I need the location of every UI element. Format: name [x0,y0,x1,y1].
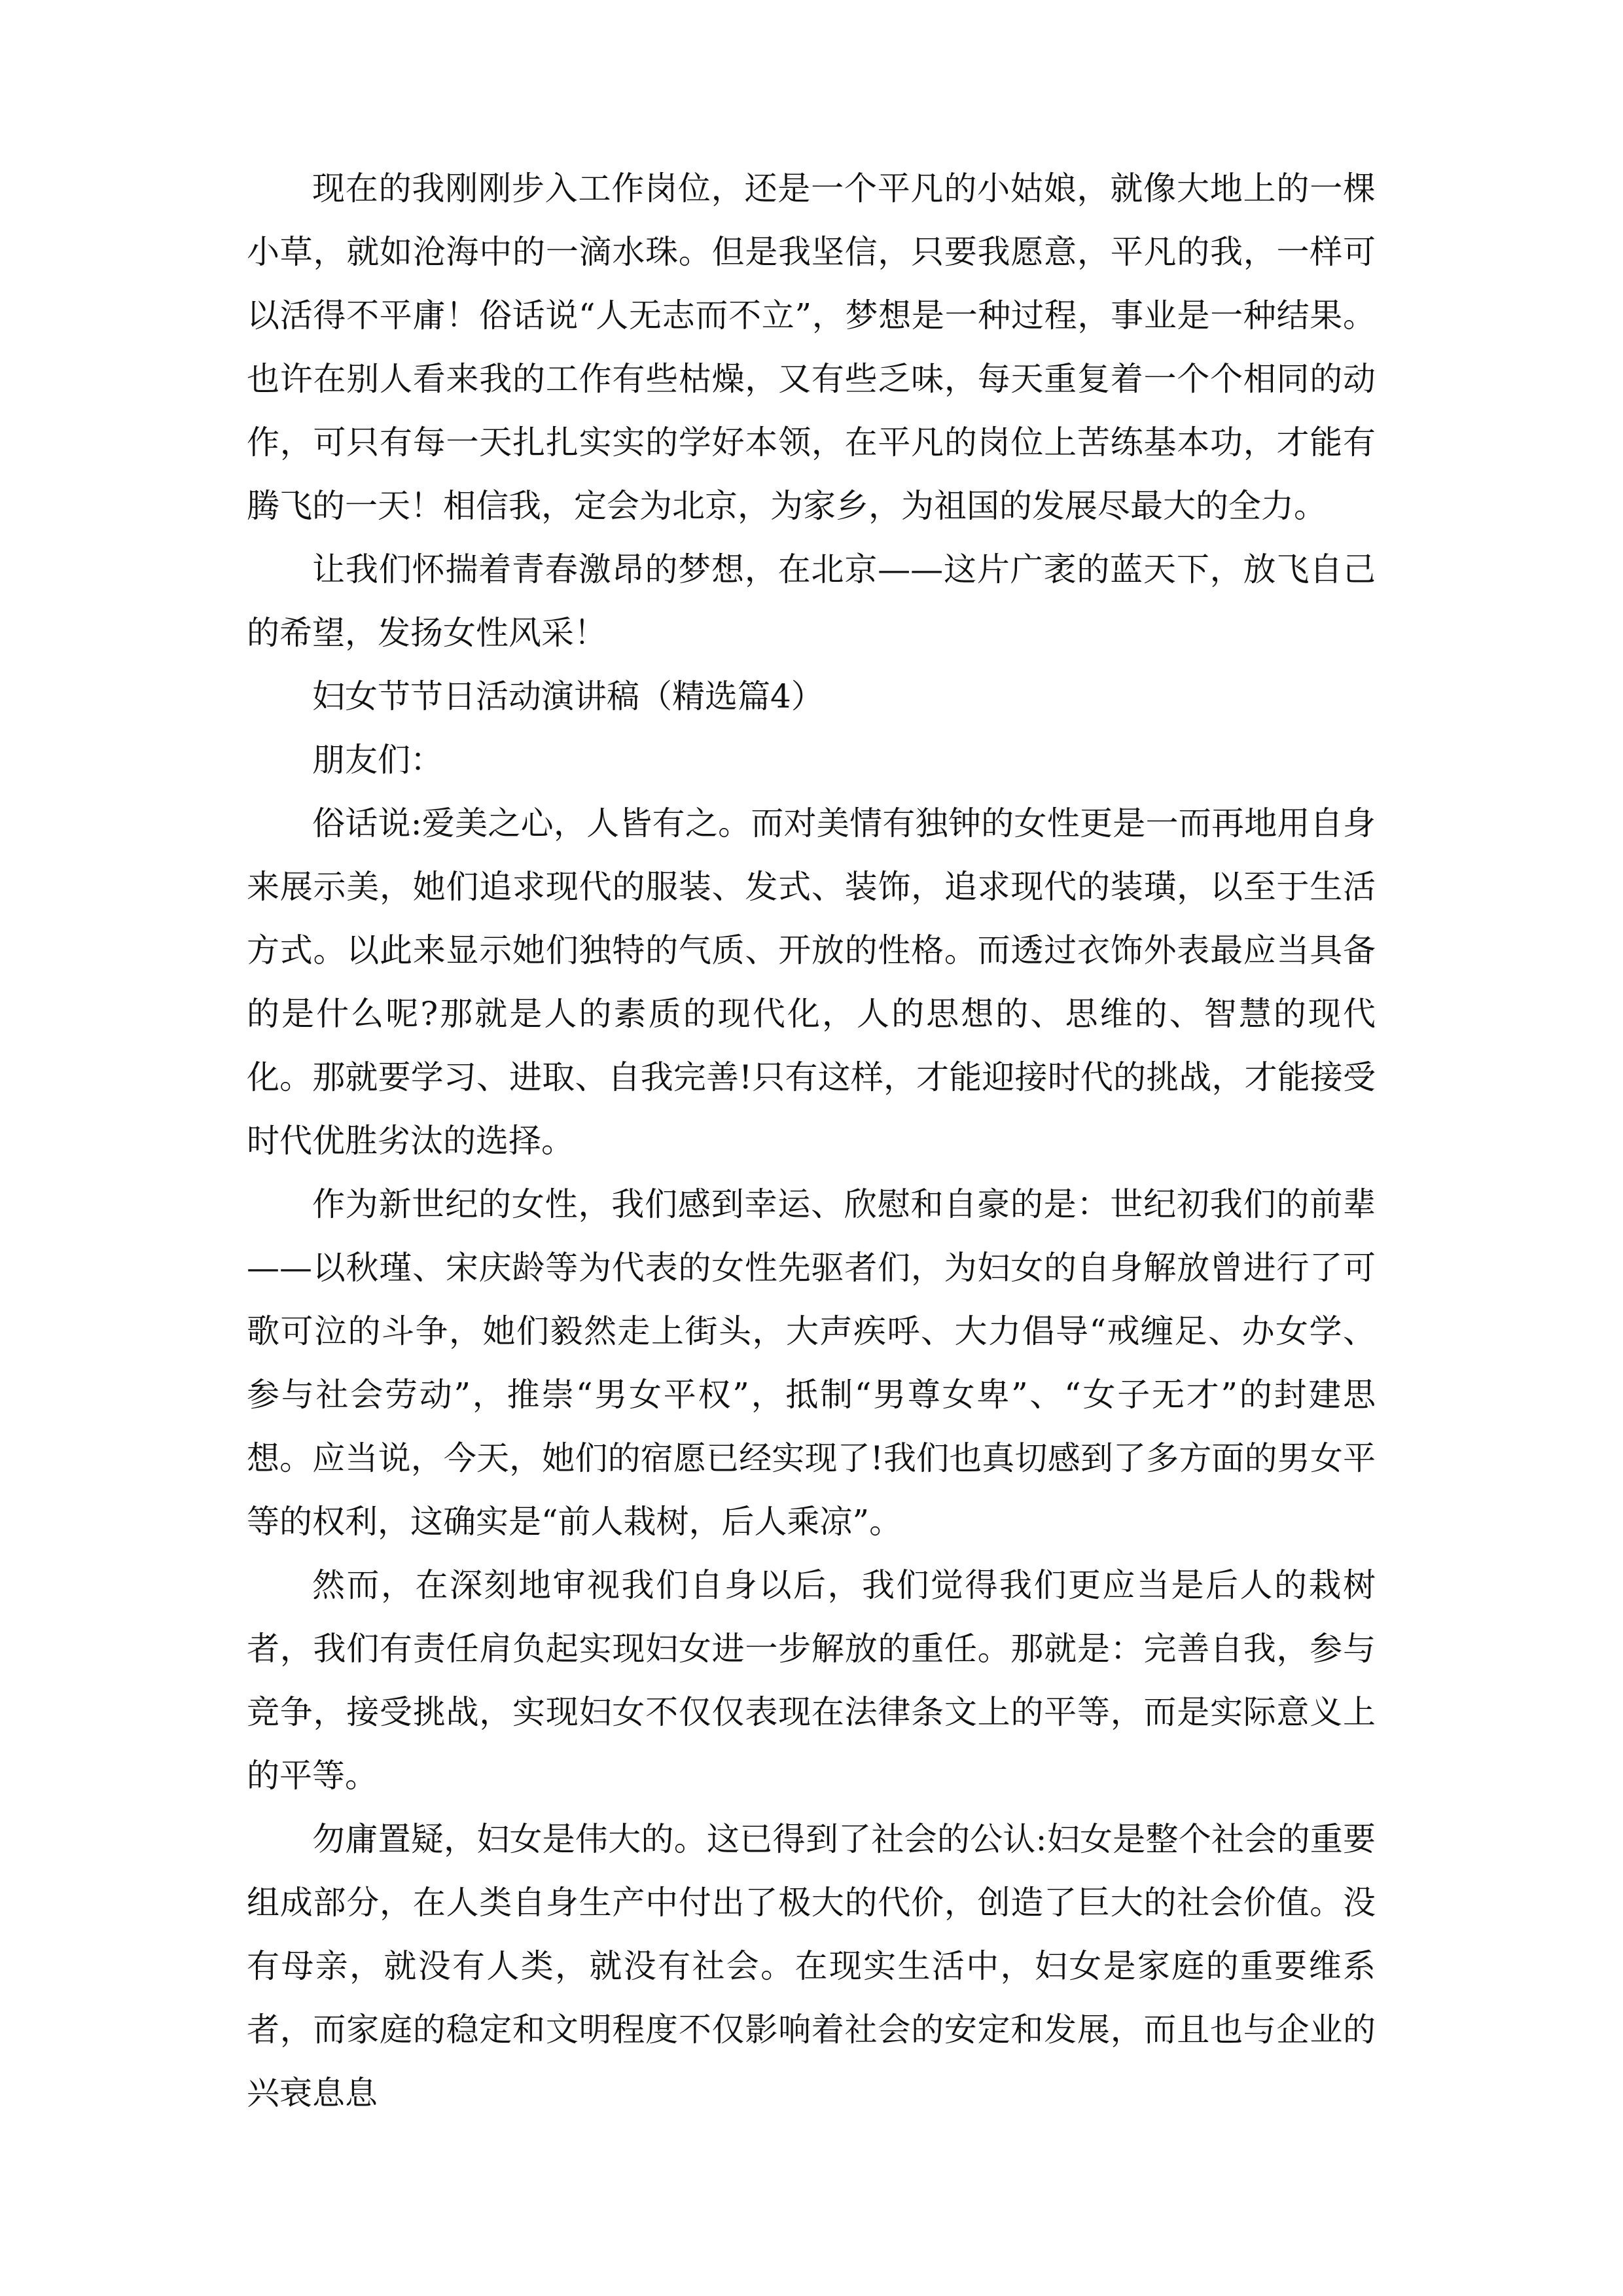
paragraph-youth-dream: 让我们怀揣着青春激昂的梦想，在北京——这片广袤的蓝天下，放飞自己的希望，发扬女性风采！ [247,550,1376,652]
section-heading: 妇女节节日活动演讲稿（精选篇4） [312,677,824,715]
paragraph-beauty-modernization: 俗话说:爱美之心，人皆有之。而对美情有独钟的女性更是一而再地用自身来展示美，她们追求现代的服装、发式、装饰，追求现代的装璜，以至于生活方式。以此来显示她们独特的气质、开放的性格。而透过衣饰外表最应当具备的是什么呢?那就是人的素质的现代化，人的思想的、思维的、智慧的现代化。那就要学习、进取、自我完善!只有这样，才能迎接时代的挑战，才能接受时代优胜劣汰的选择。 [247,804,1376,1160]
paragraph-pioneers: 作为新世纪的女性，我们感到幸运、欣慰和自豪的是：世纪初我们的前辈——以秋瑾、宋庆龄等为代表的女性先驱者们，为妇女的自身解放曾进行了可歌可泣的斗争，她们毅然走上街头，大声疾呼、大力倡导“戒缠足、办女学、参与社会劳动”，推崇“男女平权”，抵制“男尊女卑”、“女子无才”的封建思想。应当说，今天，她们的宿愿已经实现了!我们也真切感到了多方面的男女平等的权利，这确实是“前人栽树，后人乘凉”。 [247,1185,1376,1541]
paragraph-responsibility: 然而，在深刻地审视我们自身以后，我们觉得我们更应当是后人的栽树者，我们有责任肩负起实现妇女进一步解放的重任。那就是：完善自我，参与竞争，接受挑战，实现妇女不仅仅表现在法律条文上的平等，而是实际意义上的平等。 [247,1566,1376,1795]
document-body [247,157,1376,2125]
paragraph-career-aspiration: 现在的我刚刚步入工作岗位，还是一个平凡的小姑娘，就像大地上的一棵小草，就如沧海中的一滴水珠。但是我坚信，只要我愿意，平凡的我，一样可以活得不平庸！俗话说“人无志而不立”，梦想是一种过程，事业是一种结果。也许在别人看来我的工作有些枯燥，又有些乏味，每天重复着一个个相同的动作，可只有每一天扎扎实实的学好本领，在平凡的岗位上苦练基本功，才能有腾飞的一天！相信我，定会为北京，为家乡，为祖国的发展尽最大的全力。 [247,170,1376,525]
salutation: 朋友们： [312,741,443,779]
paragraph-women-greatness: 勿庸置疑，妇女是伟大的。这已得到了社会的公认:妇女是整个社会的重要组成部分，在人类自身生产中付出了极大的代价，创造了巨大的社会价值。没有母亲，就没有人类，就没有社会。在现实生活中，妇女是家庭的重要维系者，而家庭的稳定和文明程度不仅影响着社会的安定和发展，而且也与企业的兴衰息息 [247,1820,1376,2112]
